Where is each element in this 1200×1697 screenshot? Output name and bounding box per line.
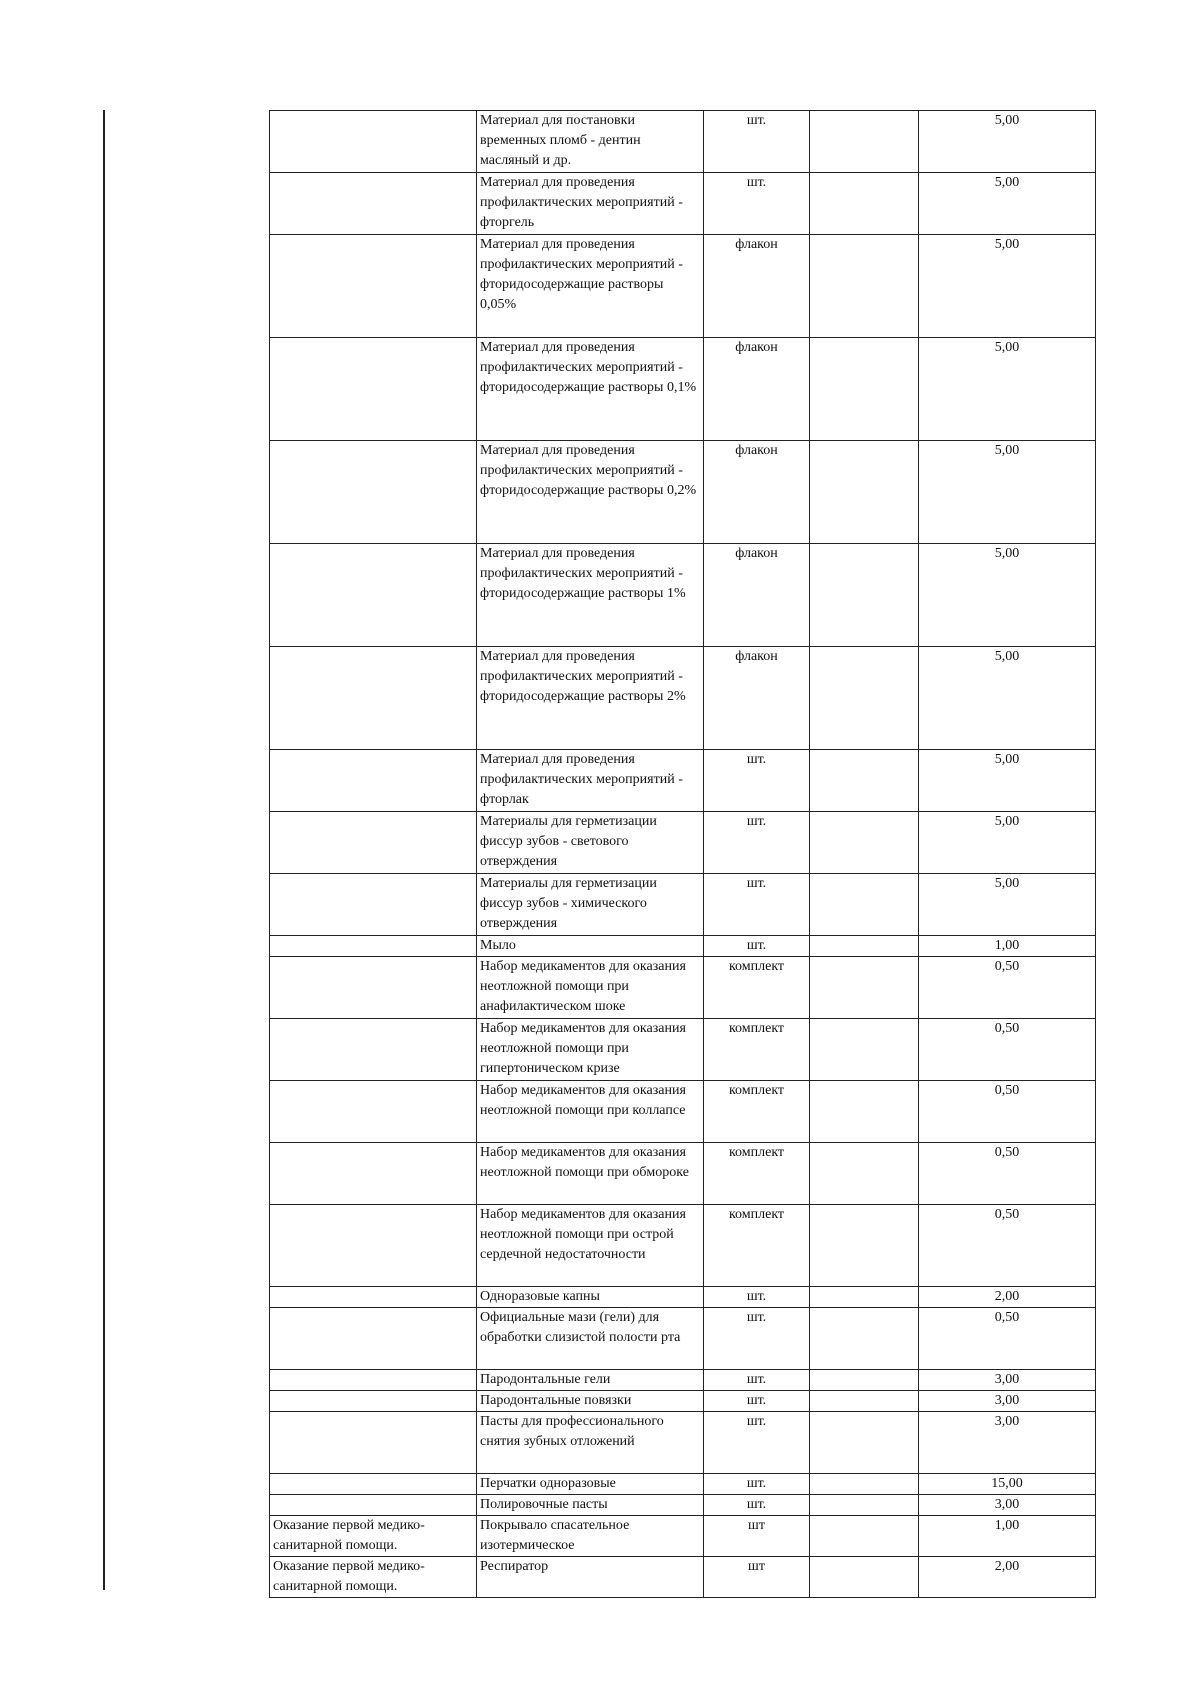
note-cell: [810, 1412, 919, 1474]
material-name-cell: Официальные мази (гели) для обработки слизистой полости рта: [477, 1308, 704, 1370]
table-row: [270, 874, 1096, 936]
unit-cell: шт: [704, 1516, 810, 1557]
service-cell: [270, 235, 477, 338]
materials-table-body: [270, 111, 1096, 1598]
unit-cell: шт.: [704, 1287, 810, 1308]
note-cell: [810, 1287, 919, 1308]
material-name-cell: Пародонтальные гели: [477, 1370, 704, 1391]
table-row: [270, 1516, 1096, 1557]
note-cell: [810, 235, 919, 338]
table-row: [270, 1205, 1096, 1287]
material-name-cell: Материал для проведения профилактических мероприятий - фторидосодержащие растворы 0,05%: [477, 235, 704, 338]
materials-table: [269, 110, 1096, 1598]
service-cell: [270, 173, 477, 235]
quantity-cell: 5,00: [919, 235, 1096, 338]
quantity-cell: 5,00: [919, 173, 1096, 235]
material-name-cell: Мыло: [477, 936, 704, 957]
unit-cell: флакон: [704, 544, 810, 647]
unit-cell: шт: [704, 1557, 810, 1598]
service-cell: [270, 957, 477, 1019]
note-cell: [810, 441, 919, 544]
table-row: [270, 111, 1096, 173]
quantity-cell: 5,00: [919, 111, 1096, 173]
quantity-cell: 0,50: [919, 1019, 1096, 1081]
table-row: [270, 1081, 1096, 1143]
table-row: [270, 1474, 1096, 1495]
quantity-cell: 5,00: [919, 544, 1096, 647]
quantity-cell: 5,00: [919, 441, 1096, 544]
table-row: [270, 235, 1096, 338]
quantity-cell: 0,50: [919, 1143, 1096, 1205]
unit-cell: шт.: [704, 1391, 810, 1412]
note-cell: [810, 1557, 919, 1598]
quantity-cell: 2,00: [919, 1557, 1096, 1598]
unit-cell: флакон: [704, 235, 810, 338]
quantity-cell: 2,00: [919, 1287, 1096, 1308]
service-cell: [270, 647, 477, 750]
material-name-cell: Материал для постановки временных пломб - дентин масляный и др.: [477, 111, 704, 173]
note-cell: [810, 1391, 919, 1412]
quantity-cell: 5,00: [919, 812, 1096, 874]
table-row: [270, 1019, 1096, 1081]
note-cell: [810, 544, 919, 647]
note-cell: [810, 812, 919, 874]
table-row: [270, 936, 1096, 957]
unit-cell: шт.: [704, 874, 810, 936]
note-cell: [810, 1308, 919, 1370]
table-row: [270, 1287, 1096, 1308]
service-cell: [270, 338, 477, 441]
material-name-cell: Материал для проведения профилактических мероприятий - фторлак: [477, 750, 704, 812]
unit-cell: шт.: [704, 750, 810, 812]
note-cell: [810, 111, 919, 173]
table-row: [270, 957, 1096, 1019]
service-cell: [270, 544, 477, 647]
table-row: [270, 1370, 1096, 1391]
material-name-cell: Пасты для профессионального снятия зубных отложений: [477, 1412, 704, 1474]
note-cell: [810, 1516, 919, 1557]
table-row: [270, 1495, 1096, 1516]
material-name-cell: Одноразовые капны: [477, 1287, 704, 1308]
note-cell: [810, 936, 919, 957]
note-cell: [810, 957, 919, 1019]
table-row: [270, 1391, 1096, 1412]
table-row: [270, 338, 1096, 441]
table-row: [270, 750, 1096, 812]
service-cell: [270, 750, 477, 812]
quantity-cell: 3,00: [919, 1495, 1096, 1516]
table-row: [270, 1308, 1096, 1370]
service-cell: [270, 1205, 477, 1287]
service-cell: [270, 441, 477, 544]
material-name-cell: Материал для проведения профилактических мероприятий - фторидосодержащие растворы 0,2%: [477, 441, 704, 544]
unit-cell: шт.: [704, 1474, 810, 1495]
service-cell: Оказание первой медико-санитарной помощи.: [270, 1516, 477, 1557]
note-cell: [810, 173, 919, 235]
unit-cell: флакон: [704, 647, 810, 750]
material-name-cell: Набор медикаментов для оказания неотложной помощи при обмороке: [477, 1143, 704, 1205]
quantity-cell: 5,00: [919, 750, 1096, 812]
service-cell: Оказание первой медико-санитарной помощи.: [270, 1557, 477, 1598]
unit-cell: шт.: [704, 1495, 810, 1516]
service-cell: [270, 874, 477, 936]
note-cell: [810, 1370, 919, 1391]
table-row: [270, 812, 1096, 874]
service-cell: [270, 111, 477, 173]
material-name-cell: Набор медикаментов для оказания неотложной помощи при коллапсе: [477, 1081, 704, 1143]
material-name-cell: Набор медикаментов для оказания неотложной помощи при острой сердечной недостаточности: [477, 1205, 704, 1287]
table-row: [270, 1143, 1096, 1205]
service-cell: [270, 1412, 477, 1474]
note-cell: [810, 1143, 919, 1205]
service-cell: [270, 1143, 477, 1205]
table-row: [270, 173, 1096, 235]
service-cell: [270, 936, 477, 957]
unit-cell: комплект: [704, 1019, 810, 1081]
quantity-cell: 3,00: [919, 1412, 1096, 1474]
unit-cell: шт.: [704, 936, 810, 957]
unit-cell: шт.: [704, 1370, 810, 1391]
service-cell: [270, 1287, 477, 1308]
material-name-cell: Материал для проведения профилактических мероприятий - фторгель: [477, 173, 704, 235]
note-cell: [810, 874, 919, 936]
quantity-cell: 1,00: [919, 936, 1096, 957]
note-cell: [810, 1495, 919, 1516]
service-cell: [270, 1081, 477, 1143]
note-cell: [810, 1081, 919, 1143]
quantity-cell: 3,00: [919, 1391, 1096, 1412]
material-name-cell: Материал для проведения профилактических мероприятий - фторидосодержащие растворы 0,1%: [477, 338, 704, 441]
material-name-cell: Набор медикаментов для оказания неотложной помощи при анафилактическом шоке: [477, 957, 704, 1019]
unit-cell: комплект: [704, 957, 810, 1019]
note-cell: [810, 750, 919, 812]
note-cell: [810, 338, 919, 441]
material-name-cell: Покрывало спасательное изотермическое: [477, 1516, 704, 1557]
service-cell: [270, 812, 477, 874]
service-cell: [270, 1391, 477, 1412]
material-name-cell: Полировочные пасты: [477, 1495, 704, 1516]
material-name-cell: Материалы для герметизации фиссур зубов - химического отверждения: [477, 874, 704, 936]
service-cell: [270, 1308, 477, 1370]
table-row: [270, 441, 1096, 544]
unit-cell: комплект: [704, 1081, 810, 1143]
material-name-cell: Материал для проведения профилактических мероприятий - фторидосодержащие растворы 1%: [477, 544, 704, 647]
quantity-cell: 0,50: [919, 1081, 1096, 1143]
quantity-cell: 0,50: [919, 1205, 1096, 1287]
quantity-cell: 1,00: [919, 1516, 1096, 1557]
material-name-cell: Набор медикаментов для оказания неотложной помощи при гипертоническом кризе: [477, 1019, 704, 1081]
unit-cell: флакон: [704, 441, 810, 544]
unit-cell: шт.: [704, 812, 810, 874]
quantity-cell: 5,00: [919, 647, 1096, 750]
quantity-cell: 5,00: [919, 338, 1096, 441]
service-cell: [270, 1495, 477, 1516]
quantity-cell: 0,50: [919, 957, 1096, 1019]
quantity-cell: 0,50: [919, 1308, 1096, 1370]
unit-cell: шт.: [704, 173, 810, 235]
unit-cell: шт.: [704, 1412, 810, 1474]
note-cell: [810, 647, 919, 750]
table-row: [270, 1557, 1096, 1598]
service-cell: [270, 1370, 477, 1391]
material-name-cell: Материал для проведения профилактических мероприятий - фторидосодержащие растворы 2%: [477, 647, 704, 750]
unit-cell: шт.: [704, 111, 810, 173]
material-name-cell: Респиратор: [477, 1557, 704, 1598]
material-name-cell: Материалы для герметизации фиссур зубов - светового отверждения: [477, 812, 704, 874]
unit-cell: комплект: [704, 1205, 810, 1287]
unit-cell: комплект: [704, 1143, 810, 1205]
material-name-cell: Пародонтальные повязки: [477, 1391, 704, 1412]
note-cell: [810, 1474, 919, 1495]
table-row: [270, 647, 1096, 750]
note-cell: [810, 1019, 919, 1081]
unit-cell: шт.: [704, 1308, 810, 1370]
quantity-cell: 5,00: [919, 874, 1096, 936]
left-margin-rule: [103, 110, 105, 1590]
table-row: [270, 544, 1096, 647]
service-cell: [270, 1474, 477, 1495]
service-cell: [270, 1019, 477, 1081]
quantity-cell: 3,00: [919, 1370, 1096, 1391]
note-cell: [810, 1205, 919, 1287]
unit-cell: флакон: [704, 338, 810, 441]
quantity-cell: 15,00: [919, 1474, 1096, 1495]
table-row: [270, 1412, 1096, 1474]
material-name-cell: Перчатки одноразовые: [477, 1474, 704, 1495]
